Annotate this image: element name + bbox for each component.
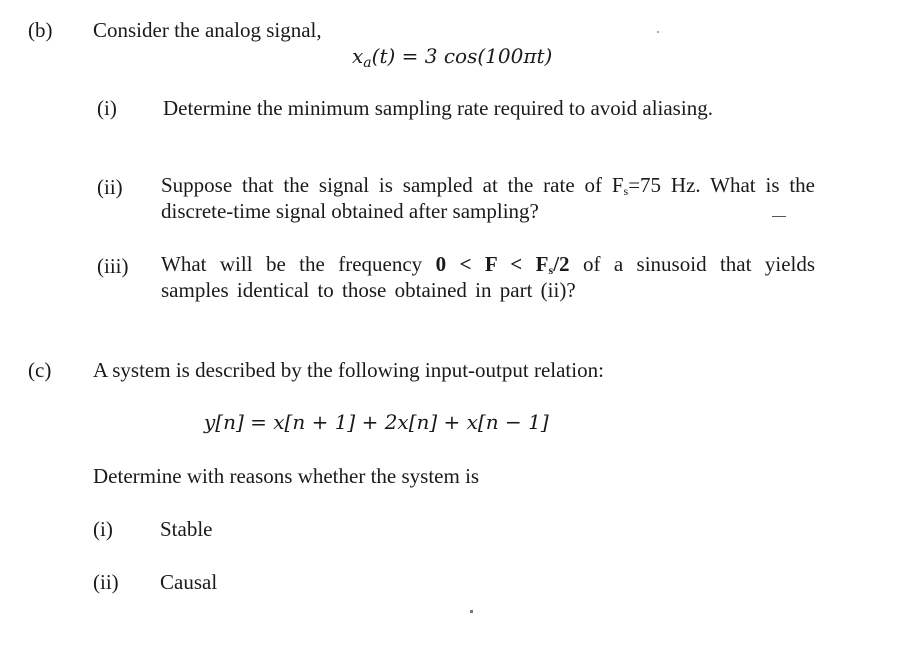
part-b-item-1-text: Determine the minimum sampling rate required to avoid aliasing.	[163, 96, 713, 120]
scan-mark	[772, 216, 786, 217]
scan-mark	[470, 610, 473, 613]
part-b-equation	[352, 44, 553, 71]
item-3-inequality-b: /2	[553, 252, 570, 276]
part-b-item-1-label: (i)	[97, 96, 117, 120]
item-2-text-a: Suppose that the signal is sampled at the rate of F	[161, 173, 624, 197]
scan-mark	[657, 31, 659, 33]
equation-rest: (t) = 3 cos(100πt)	[371, 44, 553, 68]
part-c-item-1-text: Stable	[160, 517, 213, 541]
part-c-item-2-text: Causal	[160, 570, 218, 594]
part-b-item-2-label: (ii)	[97, 175, 123, 199]
part-b-label: (b)	[28, 18, 53, 42]
part-c-item-1-label: (i)	[93, 517, 113, 541]
part-b-intro: Consider the analog signal,	[93, 18, 322, 42]
part-c-intro: A system is described by the following input-output relation:	[93, 358, 604, 382]
part-b-item-3-label: (iii)	[97, 254, 129, 278]
part-c-item-2-label: (ii)	[93, 570, 119, 594]
part-c-label: (c)	[28, 358, 52, 382]
equation-subscript: a	[363, 55, 372, 71]
item-3-text-a: What will be the frequency	[161, 252, 423, 276]
equation-var: x	[352, 44, 364, 68]
part-b-item-3-text	[161, 251, 815, 303]
item-3-inequality-a: 0 < F < F	[435, 252, 549, 276]
item-3-text-b: of a sinusoid that yields samples identical to those obtained in part (ii)?	[161, 252, 816, 302]
item-2-text-b: =75 Hz. What is the discrete-time signal obtained after sampling?	[161, 173, 816, 223]
item-2-subscript: s	[623, 184, 629, 198]
item-3-subscript: s	[548, 263, 554, 277]
part-c-prompt: Determine with reasons whether the system is	[93, 464, 480, 488]
part-b-item-2-text	[161, 172, 815, 224]
part-c-equation: y[n] = x[n + 1] + 2x[n] + x[n − 1]	[204, 410, 549, 434]
